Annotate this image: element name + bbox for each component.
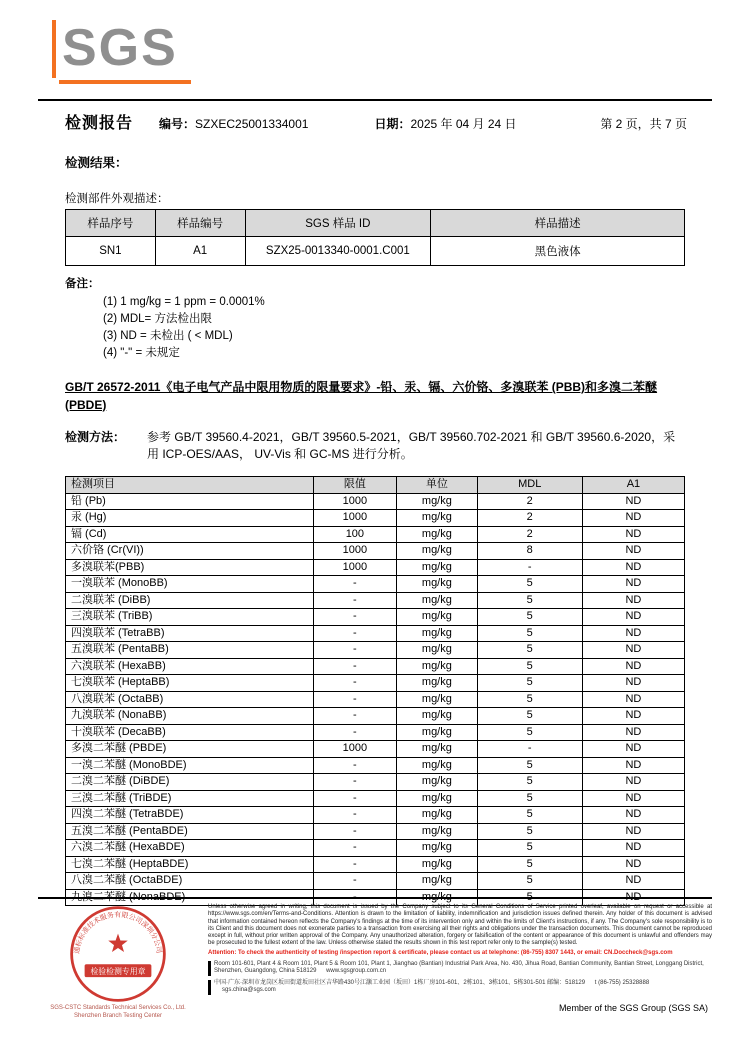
result-table: [65, 476, 685, 906]
table-row: [66, 741, 685, 758]
table-cell: 5: [477, 625, 582, 642]
table-row: [66, 493, 685, 510]
table-cell: 一溴联苯 (MonoBB): [66, 576, 314, 593]
table-row: [66, 543, 685, 560]
table-cell: 六溴二苯醚 (HexaBDE): [66, 840, 314, 857]
table-cell: 5: [477, 658, 582, 675]
result-table-body: [66, 493, 685, 906]
table-cell: 1000: [313, 493, 397, 510]
table-cell: 100: [313, 526, 397, 543]
notes-list: [103, 294, 685, 362]
table-cell: mg/kg: [397, 576, 477, 593]
table-cell: mg/kg: [397, 493, 477, 510]
table-cell: 5: [477, 807, 582, 824]
table-cell: 5: [477, 889, 582, 906]
table-cell: mg/kg: [397, 625, 477, 642]
table-cell: -: [313, 724, 397, 741]
column-header: A1: [582, 477, 684, 494]
table-row: [66, 873, 685, 890]
table-cell: mg/kg: [397, 823, 477, 840]
table-row: [66, 708, 685, 725]
table-cell: 四溴二苯醚 (TetraBDE): [66, 807, 314, 824]
table-cell: -: [313, 658, 397, 675]
table-cell: ND: [582, 592, 684, 609]
address-line-en: [208, 961, 712, 976]
table-cell: 汞 (Hg): [66, 510, 314, 527]
column-header: 样品编号: [155, 210, 245, 237]
table-cell: 5: [477, 576, 582, 593]
table-cell: 5: [477, 675, 582, 692]
table-cell: 多溴联苯(PBB): [66, 559, 314, 576]
header-divider: [38, 99, 712, 101]
table-row: [66, 807, 685, 824]
table-cell: mg/kg: [397, 790, 477, 807]
list-item: (2) MDL= 方法检出限: [103, 313, 212, 325]
table-cell: 1000: [313, 741, 397, 758]
table-cell: ND: [582, 741, 684, 758]
table-cell: ND: [582, 675, 684, 692]
table-cell: ND: [582, 559, 684, 576]
table-row: [66, 856, 685, 873]
logo-text: SGS: [62, 19, 178, 77]
seal-branch-name: Shenzhen Branch Testing Center: [74, 1012, 162, 1019]
table-cell: -: [313, 807, 397, 824]
table-cell: A1: [155, 237, 245, 266]
table-cell: 1000: [313, 510, 397, 527]
table-row: [66, 724, 685, 741]
table-cell: ND: [582, 691, 684, 708]
table-cell: 八溴二苯醚 (OctaBDE): [66, 873, 314, 890]
table-cell: 2: [477, 493, 582, 510]
table-cell: -: [313, 774, 397, 791]
table-cell: 一溴二苯醚 (MonoBDE): [66, 757, 314, 774]
table-cell: 九溴二苯醚 (NonaBDE): [66, 889, 314, 906]
report-date-value: 2025 年 04 月 24 日: [410, 117, 517, 131]
column-header: 限值: [313, 477, 397, 494]
report-date: [374, 115, 516, 132]
table-cell: ND: [582, 526, 684, 543]
table-cell: 5: [477, 724, 582, 741]
sample-table-header-row: [66, 210, 685, 237]
table-cell: mg/kg: [397, 609, 477, 626]
method-label: 检测方法：: [65, 430, 126, 444]
sgs-logo: [52, 16, 194, 88]
member-text: Member of the SGS Group (SGS SA): [558, 1002, 708, 1013]
results-section-title: 检测结果：: [65, 156, 128, 170]
table-cell: 六溴联苯 (HexaBB): [66, 658, 314, 675]
seal-ring: [72, 908, 165, 1001]
table-cell: mg/kg: [397, 675, 477, 692]
table-cell: 五溴二苯醚 (PentaBDE): [66, 823, 314, 840]
table-cell: 5: [477, 873, 582, 890]
table-cell: ND: [582, 724, 684, 741]
table-cell: ND: [582, 658, 684, 675]
table-cell: mg/kg: [397, 774, 477, 791]
notes-title: 备注：: [65, 278, 100, 290]
page-indicator: 第 2 页，共 7 页: [600, 117, 687, 131]
table-cell: -: [313, 675, 397, 692]
table-cell: -: [313, 856, 397, 873]
report-number-label: 编号：: [159, 117, 196, 131]
table-cell: 2: [477, 510, 582, 527]
table-cell: SN1: [66, 237, 156, 266]
table-cell: mg/kg: [397, 691, 477, 708]
table-row: [66, 840, 685, 857]
column-header: 单位: [397, 477, 477, 494]
table-cell: 5: [477, 774, 582, 791]
table-cell: 2: [477, 526, 582, 543]
table-row: [66, 559, 685, 576]
column-header: SGS 样品 ID: [245, 210, 431, 237]
table-cell: 5: [477, 609, 582, 626]
table-cell: 二溴二苯醚 (DiBDE): [66, 774, 314, 791]
table-cell: ND: [582, 873, 684, 890]
table-row: [66, 576, 685, 593]
table-cell: mg/kg: [397, 708, 477, 725]
table-cell: ND: [582, 642, 684, 659]
table-cell: SZX25-0013340-0001.C001: [245, 237, 431, 266]
table-cell: 八溴联苯 (OctaBB): [66, 691, 314, 708]
column-header: 检测项目: [66, 477, 314, 494]
table-cell: 5: [477, 856, 582, 873]
table-cell: ND: [582, 856, 684, 873]
table-cell: ND: [582, 510, 684, 527]
table-cell: -: [313, 576, 397, 593]
table-cell: mg/kg: [397, 559, 477, 576]
table-cell: 8: [477, 543, 582, 560]
table-cell: 5: [477, 757, 582, 774]
table-cell: -: [313, 889, 397, 906]
phone-text: t (86-755) 25328888: [594, 979, 650, 986]
table-row: [66, 526, 685, 543]
table-cell: 1000: [313, 543, 397, 560]
table-row: [66, 510, 685, 527]
appearance-section-title: 检测部件外观描述：: [65, 193, 169, 205]
table-cell: ND: [582, 823, 684, 840]
table-cell: 5: [477, 642, 582, 659]
seal-label: 检验检测专用章: [90, 966, 146, 976]
table-cell: mg/kg: [397, 658, 477, 675]
table-cell: 5: [477, 592, 582, 609]
table-cell: -: [477, 559, 582, 576]
table-row: [66, 658, 685, 675]
sample-table-body: [66, 237, 685, 266]
table-cell: 铅 (Pb): [66, 493, 314, 510]
column-header: 样品序号: [66, 210, 156, 237]
list-item: (3) ND = 未检出 ( < MDL): [103, 330, 233, 342]
table-cell: 1000: [313, 559, 397, 576]
table-row: [66, 592, 685, 609]
table-cell: -: [313, 840, 397, 857]
table-row: [66, 790, 685, 807]
table-cell: ND: [582, 576, 684, 593]
inspection-seal: [67, 903, 169, 1005]
table-cell: -: [313, 625, 397, 642]
table-cell: mg/kg: [397, 873, 477, 890]
table-row: [66, 625, 685, 642]
table-row: [66, 774, 685, 791]
address-cn: 中国·广东·深圳市龙岗区坂田街道坂田社区吉华路430号江灏工业园（坂田）1栋厂房101-601、2栋101、3栋101、5栋301-501 邮编：518129: [214, 979, 586, 986]
table-cell: -: [313, 873, 397, 890]
table-cell: 三溴联苯 (TriBB): [66, 609, 314, 626]
table-cell: mg/kg: [397, 856, 477, 873]
list-item: (1) 1 mg/kg = 1 ppm = 0.0001%: [103, 296, 265, 308]
table-cell: 七溴联苯 (HeptaBB): [66, 675, 314, 692]
table-cell: mg/kg: [397, 526, 477, 543]
address-line-cn: [208, 980, 712, 995]
table-cell: 二溴联苯 (DiBB): [66, 592, 314, 609]
website-text: www.sgsgroup.com.cn: [326, 968, 387, 975]
seal-star-icon: [108, 934, 127, 952]
report-number: [159, 115, 308, 132]
table-cell: ND: [582, 774, 684, 791]
table-cell: mg/kg: [397, 724, 477, 741]
table-cell: mg/kg: [397, 741, 477, 758]
table-cell: 七溴二苯醚 (HeptaBDE): [66, 856, 314, 873]
table-cell: -: [313, 609, 397, 626]
table-cell: 九溴联苯 (NonaBB): [66, 708, 314, 725]
table-row: [66, 691, 685, 708]
footer: [38, 897, 712, 1020]
table-cell: ND: [582, 840, 684, 857]
notes-section: [65, 275, 685, 362]
table-row: [66, 609, 685, 626]
table-row: [66, 642, 685, 659]
disclaimer-text: Unless otherwise agreed in writing, this document is issued by the Company subject to its General Conditions of Service printed overleaf, available on request or accessible at https://www.sgs.com/en/Terms-and-Conditions. Attention is drawn to the limitation of liability, indemnification and jurisdiction issues defined therein. Any holder of this document is advised that information contained hereon reflects the Company's findings at the time of its intervention only and within the limits of Client's instructions, if any. The Company's sole responsibility is to its Client and this document does not exonerate parties to a transaction from exercising all their rights and obligations under the transaction documents. This document cannot be reproduced except in full, without prior written approval of the Company. Any unauthorized alteration, forgery or falsification of the content or appearance of this document is unlawful and offenders may be prosecuted to the fullest extent of the law. Unless otherwise stated the results shown in this test report refer only to the sample(s) tested.: [208, 904, 712, 947]
table-cell: mg/kg: [397, 510, 477, 527]
table-cell: ND: [582, 625, 684, 642]
table-cell: mg/kg: [397, 757, 477, 774]
table-cell: ND: [582, 790, 684, 807]
table-cell: ND: [582, 493, 684, 510]
standard-title: GB/T 26572-2011《电子电气产品中限用物质的限量要求》-铅、汞、镉、六价铬、多溴联苯 (PBB)和多溴二苯醚 (PBDE): [65, 380, 658, 412]
table-cell: -: [477, 741, 582, 758]
table-cell: ND: [582, 543, 684, 560]
seal-area: [38, 903, 198, 1020]
table-cell: 黑色液体: [431, 237, 685, 266]
table-cell: ND: [582, 807, 684, 824]
report-number-value: SZXEC25001334001: [195, 117, 309, 131]
table-cell: ND: [582, 708, 684, 725]
logo-accent-horizontal: [59, 80, 191, 84]
table-cell: 5: [477, 691, 582, 708]
address-en: Room 101-601, Plant 4 & Room 101, Plant 5 & Room 101, Plant 1, Jianghao (Bantian) Industrial Park Area, No. 430, Jihua Road, Bantian Community, Bantian Street, Longgang District, Shenzhen, Guangdong, China 518129: [214, 960, 704, 975]
table-row: [66, 823, 685, 840]
table-cell: ND: [582, 889, 684, 906]
table-cell: mg/kg: [397, 840, 477, 857]
table-cell: ND: [582, 609, 684, 626]
table-cell: 多溴二苯醚 (PBDE): [66, 741, 314, 758]
sample-table: [65, 209, 685, 266]
table-cell: mg/kg: [397, 889, 477, 906]
table-cell: -: [313, 790, 397, 807]
table-cell: mg/kg: [397, 592, 477, 609]
email-text: sgs.china@sgs.com: [222, 987, 276, 994]
table-cell: 5: [477, 790, 582, 807]
logo-accent-vertical: [52, 20, 56, 78]
footer-text-area: [208, 903, 712, 1020]
result-table-header-row: [66, 477, 685, 494]
method-text: 参考 GB/T 39560.4-2021，GB/T 39560.5-2021，GB/T 39560.702-2021 和 GB/T 39560.6-2020，采用 ICP-OES/AAS， UV-Vis 和 GC-MS 进行分析。: [147, 430, 676, 461]
table-cell: -: [313, 757, 397, 774]
table-cell: 四溴联苯 (TetraBB): [66, 625, 314, 642]
table-cell: mg/kg: [397, 642, 477, 659]
table-cell: 五溴联苯 (PentaBB): [66, 642, 314, 659]
column-header: MDL: [477, 477, 582, 494]
seal-company-name: SGS-CSTC Standards Technical Services Co., Ltd.: [50, 1005, 186, 1011]
table-row: [66, 675, 685, 692]
report-title: 检测报告: [65, 115, 134, 132]
table-cell: 十溴联苯 (DecaBB): [66, 724, 314, 741]
table-cell: 5: [477, 840, 582, 857]
table-cell: mg/kg: [397, 543, 477, 560]
table-cell: -: [313, 823, 397, 840]
table-cell: 六价铬 (Cr(VI)): [66, 543, 314, 560]
table-cell: -: [313, 642, 397, 659]
report-date-label: 日期：: [374, 117, 411, 131]
table-cell: -: [313, 708, 397, 725]
table-cell: 镉 (Cd): [66, 526, 314, 543]
table-cell: 5: [477, 823, 582, 840]
table-cell: 三溴二苯醚 (TriBDE): [66, 790, 314, 807]
table-cell: -: [313, 592, 397, 609]
report-header: [65, 110, 687, 133]
report-body: [65, 153, 685, 906]
table-cell: mg/kg: [397, 807, 477, 824]
table-cell: ND: [582, 757, 684, 774]
table-row: [66, 237, 685, 266]
list-item: (4) "-" = 未规定: [103, 347, 180, 359]
column-header: 样品描述: [431, 210, 685, 237]
attention-text: Attention: To check the authenticity of testing /inspection report & certificate, please contact us at telephone: (86-755) 8307 1443, or email: CN.Doccheck@sgs.com: [208, 949, 673, 956]
table-row: [66, 757, 685, 774]
method-section: [65, 429, 685, 463]
seal-arc-text: 通标标准技术服务有限公司深圳分公司: [73, 911, 162, 955]
table-cell: 5: [477, 708, 582, 725]
table-cell: -: [313, 691, 397, 708]
